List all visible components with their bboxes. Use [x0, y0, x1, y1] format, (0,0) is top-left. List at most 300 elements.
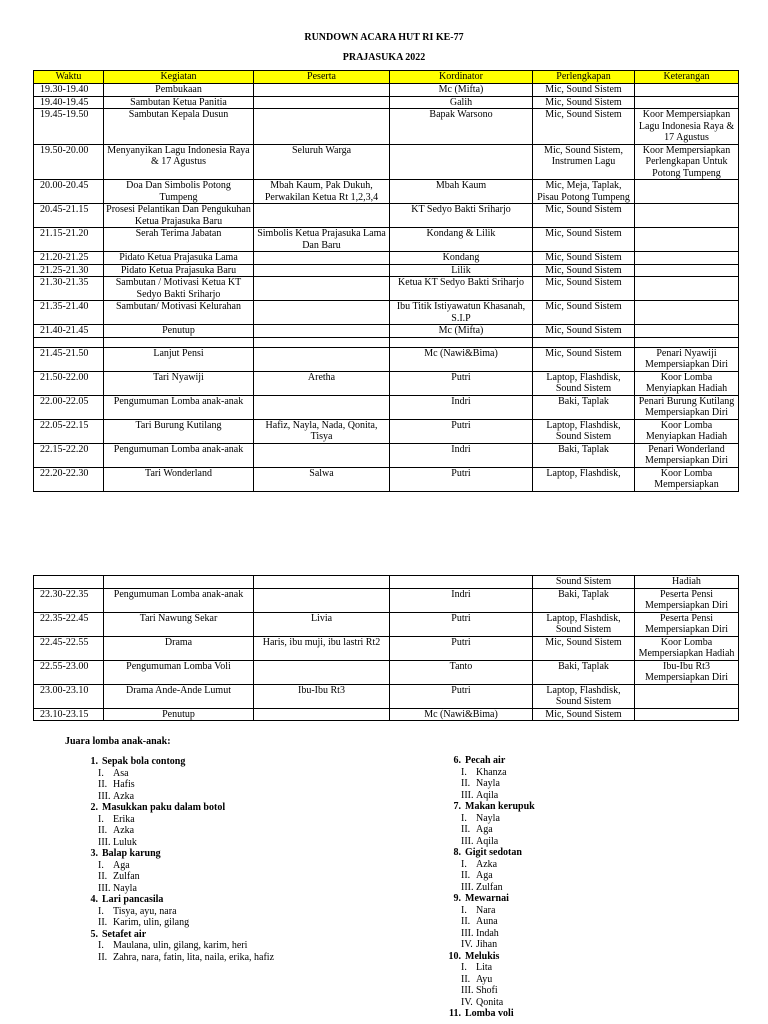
winner-entry	[444, 985, 744, 997]
rank-numeral: III.	[461, 835, 474, 847]
table-cell: 22.45-22.55	[34, 636, 104, 660]
winner-name: Aga	[113, 859, 130, 871]
winner-name: Azka	[476, 858, 498, 870]
table-row	[34, 612, 739, 636]
table-cell: Pembukaan	[104, 84, 254, 97]
column-header: Kordinator	[390, 71, 533, 84]
table-cell: 22.35-22.45	[34, 612, 104, 636]
rank-numeral: III.	[461, 985, 474, 996]
table-row	[34, 301, 739, 325]
table-cell: 22.55-23.00	[34, 660, 104, 684]
winner-name: Jihan	[476, 939, 498, 950]
table-cell: Tari Nyawiji	[104, 371, 254, 395]
table-cell	[533, 337, 635, 347]
winner-name: Indah	[476, 927, 499, 939]
table-cell: 22.05-22.15	[34, 419, 104, 443]
table-cell: 21.25-21.30	[34, 264, 104, 277]
winner-name: Aqila	[476, 789, 499, 801]
winner-name: Karim, ulin, gilang	[113, 917, 190, 928]
table-cell	[635, 228, 739, 252]
winner-category	[444, 1008, 744, 1020]
table-cell	[254, 588, 390, 612]
rank-numeral: I.	[98, 813, 104, 825]
table-cell	[254, 84, 390, 97]
table-cell: Mic, Sound Sistem	[533, 96, 635, 109]
table-cell: 19.30-19.40	[34, 84, 104, 97]
rank-numeral: IV.	[461, 996, 473, 1008]
winner-entry	[444, 870, 744, 882]
table-cell: 23.10-23.15	[34, 708, 104, 721]
table-cell: Pidato Ketua Prajasuka Baru	[104, 264, 254, 277]
winner-entry	[444, 905, 744, 917]
table-cell: Mic, Sound Sistem	[533, 84, 635, 97]
winner-entry	[81, 814, 381, 826]
table-cell: Pidato Ketua Prajasuka Lama	[104, 252, 254, 265]
table-cell: Penari Nyawiji Mempersiapkan Diri	[635, 347, 739, 371]
table-cell: 22.00-22.05	[34, 395, 104, 419]
table-cell: 19.40-19.45	[34, 96, 104, 109]
table-cell: Mic, Sound Sistem	[533, 708, 635, 721]
table-cell: Putri	[390, 612, 533, 636]
document-title: RUNDOWN ACARA HUT RI KE-77	[304, 32, 464, 43]
rank-numeral: I.	[98, 767, 104, 779]
table-cell: Ibu-Ibu Rt3 Mempersiapkan Diri	[635, 660, 739, 684]
column-header: Keterangan	[635, 71, 739, 84]
category-name: Makan kerupuk	[465, 801, 535, 812]
table-cell	[34, 576, 104, 589]
winner-name: Erika	[113, 813, 135, 825]
table-row	[34, 576, 739, 589]
category-number: 2.	[90, 802, 98, 813]
table-cell	[104, 576, 254, 589]
table-row	[34, 419, 739, 443]
table-row	[34, 443, 739, 467]
table-row	[34, 347, 739, 371]
rank-numeral: I.	[461, 812, 467, 824]
table-row	[34, 252, 739, 265]
table-cell: Mic, Sound Sistem	[533, 636, 635, 660]
rank-numeral: II.	[461, 916, 471, 927]
table-cell: Simbolis Ketua Prajasuka Lama Dan Baru	[254, 228, 390, 252]
table-cell: Livia	[254, 612, 390, 636]
table-cell: 22.15-22.20	[34, 443, 104, 467]
rank-numeral: II.	[461, 778, 471, 789]
winner-category	[444, 847, 744, 859]
table-cell: Sambutan/ Motivasi Kelurahan	[104, 301, 254, 325]
table-cell: Mc (Nawi&Bima)	[390, 347, 533, 371]
winner-entry	[444, 997, 744, 1009]
table-cell: Pengumuman Lomba anak-anak	[104, 588, 254, 612]
table-row	[34, 660, 739, 684]
table-cell	[254, 204, 390, 228]
table-cell: Mic, Sound Sistem	[533, 264, 635, 277]
winner-name: Nara	[476, 904, 496, 916]
table-cell: Mic, Meja, Taplak, Pisau Potong Tumpeng	[533, 180, 635, 204]
table-cell	[254, 301, 390, 325]
table-cell: Koor Lomba Mempersiapkan Hadiah	[635, 636, 739, 660]
table-cell: Koor Lomba Menyiapkan Hadiah	[635, 371, 739, 395]
table-cell: Baki, Taplak	[533, 443, 635, 467]
winner-name: Asa	[113, 767, 129, 779]
winner-category	[444, 951, 744, 963]
rank-numeral: I.	[98, 859, 104, 871]
table-cell: Hadiah	[635, 576, 739, 589]
rank-numeral: I.	[461, 904, 467, 916]
table-cell: Mic, Sound Sistem	[533, 204, 635, 228]
table-cell	[254, 264, 390, 277]
table-cell: 19.50-20.00	[34, 144, 104, 180]
table-cell: 21.35-21.40	[34, 301, 104, 325]
table-cell	[254, 325, 390, 338]
rundown-table-part1	[33, 70, 739, 492]
category-number: 7.	[453, 801, 461, 812]
table-cell: 20.00-20.45	[34, 180, 104, 204]
table-cell	[390, 576, 533, 589]
table-row	[34, 467, 739, 491]
table-cell: Menyanyikan Lagu Indonesia Raya & 17 Agustus	[104, 144, 254, 180]
table-cell: Laptop, Flashdisk,	[533, 467, 635, 491]
category-name: Pecah air	[465, 755, 506, 766]
table-cell: Ketua KT Sedyo Bakti Sriharjo	[390, 277, 533, 301]
table-cell: Baki, Taplak	[533, 588, 635, 612]
table-cell: Laptop, Flashdisk, Sound Sistem	[533, 684, 635, 708]
table-cell: Mic, Sound Sistem	[533, 277, 635, 301]
winner-entry	[444, 962, 744, 974]
category-number: 5.	[90, 928, 98, 940]
table-row	[34, 371, 739, 395]
rank-numeral: III.	[461, 927, 474, 939]
table-cell	[254, 660, 390, 684]
table-cell: Mic, Sound Sistem	[533, 252, 635, 265]
table-cell	[254, 96, 390, 109]
table-cell: Drama Ande-Ande Lumut	[104, 684, 254, 708]
document-subtitle: PRAJASUKA 2022	[342, 52, 426, 63]
winner-name: Aga	[476, 824, 493, 835]
table-cell	[635, 84, 739, 97]
table-cell	[635, 252, 739, 265]
category-name: Lari pancasila	[102, 894, 164, 905]
table-cell: Putri	[390, 636, 533, 660]
winner-entry	[444, 974, 744, 986]
winner-name: Azka	[113, 825, 135, 836]
table-cell	[254, 337, 390, 347]
winner-entry	[444, 836, 744, 848]
table-cell: Pengumuman Lomba anak-anak	[104, 443, 254, 467]
category-name: Lomba voli	[465, 1008, 514, 1019]
table-row	[34, 277, 739, 301]
winner-entry	[444, 928, 744, 940]
category-number: 6.	[453, 755, 461, 766]
winner-entry	[81, 860, 381, 872]
table-cell	[254, 277, 390, 301]
table-row	[34, 337, 739, 347]
table-cell: Laptop, Flashdisk, Sound Sistem	[533, 371, 635, 395]
table-cell: Mic, Sound Sistem	[533, 347, 635, 371]
winner-entry	[444, 778, 744, 790]
rank-numeral: I.	[461, 766, 467, 778]
winner-entry	[444, 824, 744, 836]
table-row	[34, 264, 739, 277]
table-cell: Pengumuman Lomba anak-anak	[104, 395, 254, 419]
table-cell	[635, 337, 739, 347]
table-cell: Bapak Warsono	[390, 109, 533, 145]
winner-entry	[81, 791, 381, 803]
table-cell: Mc (Nawi&Bima)	[390, 708, 533, 721]
winner-name: Nayla	[476, 778, 500, 789]
table-cell	[635, 180, 739, 204]
rank-numeral: II.	[98, 951, 108, 963]
table-cell: Haris, ibu muji, ibu lastri Rt2	[254, 636, 390, 660]
winner-entry	[444, 859, 744, 871]
table-cell: Sambutan Ketua Panitia	[104, 96, 254, 109]
table-cell: Indri	[390, 395, 533, 419]
rank-numeral: I.	[98, 905, 104, 917]
winner-name: Hafis	[113, 779, 135, 790]
winner-entry	[444, 882, 744, 894]
table-row	[34, 204, 739, 228]
table-cell: 21.40-21.45	[34, 325, 104, 338]
table-row	[34, 395, 739, 419]
winner-entry	[444, 916, 744, 928]
table-cell: Laptop, Flashdisk, Sound Sistem	[533, 419, 635, 443]
rank-numeral: II.	[461, 870, 471, 881]
table-cell: Mbah Kaum, Pak Dukuh, Perwakilan Ketua Rt 1,2,3,4	[254, 180, 390, 204]
table-cell: Peserta Pensi Mempersiapkan Diri	[635, 612, 739, 636]
table-cell: Penari Burung Kutilang Mempersiapkan Diri	[635, 395, 739, 419]
category-name: Melukis	[465, 950, 500, 962]
winner-entry	[81, 825, 381, 837]
winners-list-right	[444, 755, 744, 1020]
rank-numeral: I.	[98, 940, 104, 951]
winner-name: Maulana, ulin, gilang, karim, heri	[113, 940, 248, 951]
table-row	[34, 180, 739, 204]
rank-numeral: III.	[461, 789, 474, 801]
winner-name: Ayu	[476, 973, 493, 985]
table-cell: Seluruh Warga	[254, 144, 390, 180]
category-number: 11.	[449, 1008, 461, 1019]
table-cell: Tari Nawung Sekar	[104, 612, 254, 636]
table-cell	[254, 708, 390, 721]
winner-name: Lita	[476, 962, 493, 973]
table-cell: Tari Wonderland	[104, 467, 254, 491]
winner-entry	[81, 779, 381, 791]
winner-name: Nayla	[113, 882, 137, 894]
table-cell: Koor Mempersiapkan Lagu Indonesia Raya & 17 Agustus	[635, 109, 739, 145]
table-row	[34, 684, 739, 708]
table-cell: Ibu-Ibu Rt3	[254, 684, 390, 708]
table-cell	[635, 277, 739, 301]
table-row	[34, 588, 739, 612]
category-name: Sepak bola contong	[102, 756, 186, 767]
table-cell: Baki, Taplak	[533, 395, 635, 419]
rank-numeral: II.	[461, 824, 471, 835]
table-cell	[34, 337, 104, 347]
table-row	[34, 144, 739, 180]
winner-entry	[81, 871, 381, 883]
table-cell: Koor Mempersiapkan Perlengkapan Untuk Potong Tumpeng	[635, 144, 739, 180]
rank-numeral: III.	[98, 836, 111, 848]
table-cell: Salwa	[254, 467, 390, 491]
table-cell: Tari Burung Kutilang	[104, 419, 254, 443]
category-name: Gigit sedotan	[465, 847, 522, 858]
rank-numeral: II.	[98, 871, 108, 882]
category-number: 3.	[90, 848, 98, 859]
table-cell	[254, 395, 390, 419]
table-cell	[635, 708, 739, 721]
table-cell	[635, 96, 739, 109]
table-cell: Indri	[390, 443, 533, 467]
table-cell: Serah Terima Jabatan	[104, 228, 254, 252]
table-cell	[254, 109, 390, 145]
winner-category	[81, 929, 381, 941]
winner-entry	[444, 767, 744, 779]
table-cell: 20.45-21.15	[34, 204, 104, 228]
winner-name: Shofi	[476, 985, 498, 996]
winner-name: Zahra, nara, fatin, lita, naila, erika, hafiz	[113, 951, 275, 963]
winner-category	[444, 755, 744, 767]
winner-name: Aga	[476, 870, 493, 881]
category-number: 10.	[448, 950, 461, 962]
rank-numeral: III.	[98, 882, 111, 894]
category-number: 1.	[90, 756, 98, 767]
table-cell: Mbah Kaum	[390, 180, 533, 204]
column-header: Waktu	[34, 71, 104, 84]
winners-list-left	[81, 756, 381, 963]
table-cell: Mc (Mifta)	[390, 325, 533, 338]
table-cell	[635, 264, 739, 277]
table-cell: Laptop, Flashdisk, Sound Sistem	[533, 612, 635, 636]
winner-entry	[81, 883, 381, 895]
table-row	[34, 96, 739, 109]
table-row	[34, 228, 739, 252]
table-cell: Drama	[104, 636, 254, 660]
table-row	[34, 708, 739, 721]
table-cell: Mic, Sound Sistem	[533, 325, 635, 338]
table-cell: Penutup	[104, 708, 254, 721]
table-cell: Koor Lomba Menyiapkan Hadiah	[635, 419, 739, 443]
table-cell	[254, 443, 390, 467]
table-cell: Hafiz, Nayla, Nada, Qonita, Tisya	[254, 419, 390, 443]
table-cell	[104, 337, 254, 347]
winner-entry	[81, 917, 381, 929]
column-header: Peserta	[254, 71, 390, 84]
table-cell: 21.15-21.20	[34, 228, 104, 252]
table-cell: 22.30-22.35	[34, 588, 104, 612]
rank-numeral: I.	[461, 858, 467, 870]
table-cell: Kondang & Lilik	[390, 228, 533, 252]
table-cell: Putri	[390, 419, 533, 443]
table-cell	[635, 325, 739, 338]
rank-numeral: II.	[98, 779, 108, 790]
winner-category	[81, 756, 381, 768]
table-cell: Mc (Mifta)	[390, 84, 533, 97]
rank-numeral: IV.	[461, 939, 473, 950]
winner-category	[444, 893, 744, 905]
table-cell: Ibu Titik Istiyawatun Khasanah, S.I.P	[390, 301, 533, 325]
table-cell: 21.50-22.00	[34, 371, 104, 395]
winner-name: Khanza	[476, 766, 507, 778]
winner-entry	[81, 940, 381, 952]
table-cell: Lanjut Pensi	[104, 347, 254, 371]
table-cell: Pengumuman Lomba Voli	[104, 660, 254, 684]
winner-name: Azka	[113, 790, 135, 802]
category-number: 4.	[90, 894, 98, 905]
table-cell: Koor Lomba Mempersiapkan	[635, 467, 739, 491]
winner-entry	[81, 768, 381, 780]
table-cell: Sambutan / Motivasi Ketua KT Sedyo Bakti Sriharjo	[104, 277, 254, 301]
table-cell: Penutup	[104, 325, 254, 338]
table-row	[34, 84, 739, 97]
category-number: 8.	[453, 847, 461, 858]
winner-category	[444, 801, 744, 813]
rank-numeral: III.	[461, 881, 474, 893]
winner-category	[81, 848, 381, 860]
table-cell: Prosesi Pelantikan Dan Pengukuhan Ketua Prajasuka Baru	[104, 204, 254, 228]
category-name: Masukkan paku dalam botol	[102, 802, 226, 813]
winner-category	[81, 802, 381, 814]
winner-category	[81, 894, 381, 906]
winner-name: Aqila	[476, 835, 499, 847]
table-cell: 23.00-23.10	[34, 684, 104, 708]
table-cell	[254, 252, 390, 265]
table-cell	[635, 301, 739, 325]
table-cell: Mic, Sound Sistem, Instrumen Lagu	[533, 144, 635, 180]
table-cell: Putri	[390, 684, 533, 708]
winner-name: Zulfan	[476, 881, 503, 893]
category-name: Setafet air	[102, 928, 147, 940]
winner-entry	[444, 813, 744, 825]
winner-name: Tisya, ayu, nara	[113, 905, 177, 917]
table-cell: Putri	[390, 467, 533, 491]
table-cell	[254, 576, 390, 589]
table-cell	[635, 204, 739, 228]
table-cell: Mic, Sound Sistem	[533, 228, 635, 252]
rundown-table-part2	[33, 575, 739, 721]
table-cell: Doa Dan Simbolis Potong Tumpeng	[104, 180, 254, 204]
table-cell: Putri	[390, 371, 533, 395]
table-cell: Sambutan Kepala Dusun	[104, 109, 254, 145]
table-cell: Tanto	[390, 660, 533, 684]
table-cell: Peserta Pensi Mempersiapkan Diri	[635, 588, 739, 612]
table-cell: Sound Sistem	[533, 576, 635, 589]
table-cell: 19.45-19.50	[34, 109, 104, 145]
table-row	[34, 325, 739, 338]
table-cell: Mic, Sound Sistem	[533, 109, 635, 145]
winner-name: Nayla	[476, 812, 500, 824]
table-cell	[254, 347, 390, 371]
table-cell: Galih	[390, 96, 533, 109]
column-header: Kegiatan	[104, 71, 254, 84]
table-cell: 21.20-21.25	[34, 252, 104, 265]
rank-numeral: I.	[461, 962, 467, 973]
winner-entry	[81, 906, 381, 918]
table-row	[34, 109, 739, 145]
table-cell	[390, 337, 533, 347]
table-cell: Lilik	[390, 264, 533, 277]
winner-name: Qonita	[476, 996, 504, 1008]
table-cell: Penari Wonderland Mempersiapkan Diri	[635, 443, 739, 467]
table-cell: 22.20-22.30	[34, 467, 104, 491]
winner-entry	[81, 837, 381, 849]
table-cell	[390, 144, 533, 180]
table-cell: KT Sedyo Bakti Sriharjo	[390, 204, 533, 228]
table-cell: 21.30-21.35	[34, 277, 104, 301]
category-number: 9.	[453, 893, 461, 904]
table-cell: Mic, Sound Sistem	[533, 301, 635, 325]
table-cell	[635, 684, 739, 708]
table-cell: 21.45-21.50	[34, 347, 104, 371]
rank-numeral: II.	[98, 917, 108, 928]
